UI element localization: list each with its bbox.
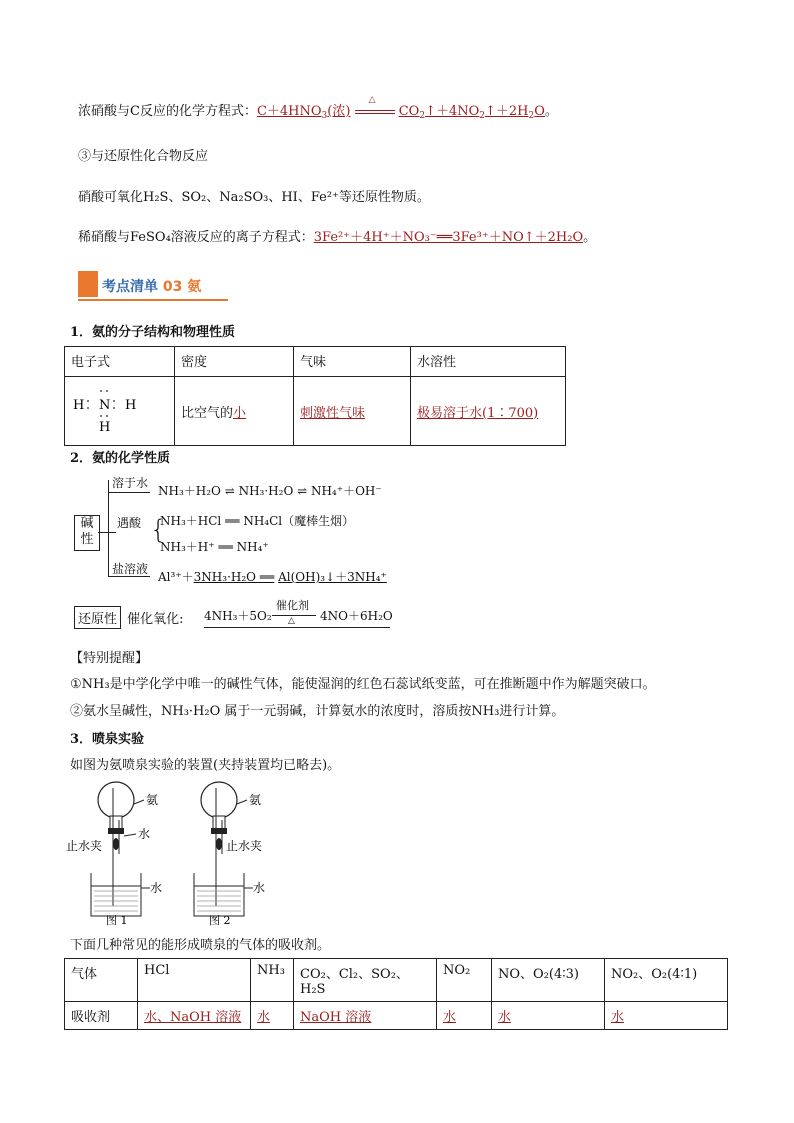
equation-answer-right: $CO_2↑+4NO_2↑+2H_2O$ [398,104,545,121]
absorbent-cell: 水 [492,1002,605,1030]
gas-cell: NO₂、O₂(4∶1) [605,959,728,1002]
tip-title: 【特别提醒】 [70,651,149,666]
equation-water: NH₃＋H₂O ⇌ NH₃·H₂O ⇌ NH₄⁺＋OH⁻ [158,484,382,498]
header-electron-formula: 电子式 [65,347,175,377]
heating-condition-sign: △ [355,105,395,119]
electron-dot [113,400,115,402]
beaker-1 [91,873,141,916]
subheading-fountain-experiment: 3．喷泉实验 [70,732,145,747]
equation-hcl: NH₃＋HCl ══ NH₄Cl（魔棒生烟） [160,514,355,528]
header-odor: 气味 [294,347,411,377]
header-solubility: 水溶性 [411,347,566,377]
section-underline [78,299,228,301]
equation-answer-left: $C+4HNO_3$(浓) [256,104,351,121]
label-ammonia-2: 氨 [249,793,262,807]
catalytic-oxidation-equation: 4NH₃＋5O₂ 催化剂 △ 4NO＋6H₂O [204,599,393,626]
figure-1 [66,782,162,926]
electron-dot [100,415,102,417]
solubility-cell [411,377,566,446]
subheading-chemical-properties: 2．氨的化学性质 [70,451,171,466]
fountain-intro: 如图为氨喷泉实验的装置(夹持装置均已略去)。 [70,758,341,773]
header-density: 密度 [175,347,294,377]
figure-2 [194,782,265,926]
absorbent-cell: 水 [437,1002,492,1030]
absorbent-cell: 水 [605,1002,728,1030]
gas-cell: NO₂ [437,959,492,1002]
tip-item-2: ②氨水呈碱性，NH₃·H₂O 属于一元弱碱，计算氨水的浓度时，溶质按NH₃进行计算。 [70,704,565,719]
alkalinity-box: 碱 性 [74,515,100,551]
label-water-bottom-1: 水 [150,881,163,895]
branch-dissolve-water: 溶于水 [112,476,149,490]
solubility-answer: 极易溶于水(1∶700) [417,405,539,421]
branch-bracket [108,480,109,576]
section-header [78,271,728,305]
label-clamp-1: 止水夹 [66,839,103,853]
equation-dilute-nitric-feso4: 稀硝酸与FeSO₄溶液反应的离子方程式：3Fe²⁺＋4H⁺＋NO₃⁻══3Fe³⁺＋NO↑＋2H₂O。 [78,230,597,245]
acid-brace: { [150,515,167,545]
formula-atom-h-bottom: H [99,420,111,435]
gas-cell: CO₂、Cl₂、SO₂、H₂S [294,959,437,1002]
leader-water-top-1 [124,834,136,836]
catalyst-label: 催化剂 [276,599,309,612]
beaker-2 [194,873,244,916]
label-ammonia-1: 氨 [146,793,159,807]
row-label-absorbent: 吸收剂 [65,1002,138,1030]
ammonia-electron-dot-diagram [71,381,151,437]
leader-ammonia-2 [237,800,247,804]
electron-dot [87,400,89,402]
leader-ammonia-1 [134,800,144,804]
item-reducing-compounds: ③与还原性化合物反应 [78,149,209,164]
absorbent-table [64,958,728,1030]
clamp-1 [113,838,119,850]
absorbent-cell: 水、NaOH 溶液 [138,1002,251,1030]
absorbent-cell: 水 [251,1002,294,1030]
equation-concentrated-nitric-carbon: 浓硝酸与C反应的化学方程式：$C+4HNO_3$(浓) △ $CO_2↑+4NO_2↑+2H_2O$。 [78,94,558,121]
formula-atom-h-left: H [73,398,85,413]
alkalinity-diagram [70,470,430,590]
flask-2 [201,782,237,818]
label-water-top-1: 水 [138,827,151,841]
heat-label: △ [288,616,295,626]
formula-atom-n: N [99,398,111,413]
ammonia-properties-table [64,346,566,446]
caption-figure-2: 图 2 [209,914,231,926]
absorbent-cell: NaOH 溶液 [294,1002,437,1030]
odor-cell [294,377,411,446]
formula-atom-h-right: H [125,398,137,413]
caption-figure-1: 图 1 [106,914,128,926]
gas-cell: NO、O₂(4∶3) [492,959,605,1002]
reducibility-row [74,606,184,629]
stopper-1 [108,828,124,834]
flask-1 [98,782,134,818]
stopper-2 [211,828,227,834]
clamp-2 [216,838,222,850]
electron-formula-cell [65,377,175,446]
reducibility-box: 还原性 [74,606,121,629]
tip-item-1: ①NH₃是中学化学中唯一的碱性气体，能使湿润的红色石蕊试纸变蓝，可在推断题中作为解题突破口。 [70,677,656,692]
equation-h-ion: NH₃＋H⁺ ══ NH₄⁺ [160,540,269,554]
branch-meet-acid: 遇酸 [117,516,142,530]
equation-label: 浓硝酸与C反应的化学方程式： [78,104,257,119]
label-water-bottom-2: 水 [253,881,266,895]
absorbent-intro: 下面几种常见的能形成喷泉的气体的吸收剂。 [70,938,331,953]
equation-salt: Al³⁺＋3NH₃·H₂O ══ Al(OH)₃↓＋3NH₄⁺ [158,570,387,584]
density-answer: 小 [233,405,247,421]
gas-cell: HCl [138,959,251,1002]
electron-dot [113,407,115,409]
subheading-structure-properties: 1．氨的分子结构和物理性质 [70,325,236,340]
electron-dot [106,415,108,417]
flask-neck-2 [213,816,225,830]
odor-answer: 刺激性气味 [300,405,366,421]
catalytic-oxidation-label: 催化氧化: [127,612,184,627]
electron-dot [106,390,108,392]
electron-dot [87,407,89,409]
ionic-equation-answer: 3Fe²⁺＋4H⁺＋NO₃⁻══3Fe³⁺＋NO↑＋2H₂O [313,230,584,245]
electron-dot [100,390,102,392]
reducing-substances-text: 硝酸可氧化H₂S、SO₂、Na₂SO₃、HI、Fe²⁺等还原性物质。 [78,190,430,205]
label-clamp-2: 止水夹 [226,839,263,853]
fountain-apparatus-figure [66,778,296,926]
section-title: 考点清单 03 氨 [102,279,202,295]
gas-cell: NH₃ [251,959,294,1002]
density-cell: 比空气的小 [175,377,294,446]
row-label-gas: 气体 [65,959,138,1002]
flask-neck-1 [110,816,122,830]
section-marker-square [78,271,98,297]
branch-salt-solution: 盐溶液 [112,562,149,576]
